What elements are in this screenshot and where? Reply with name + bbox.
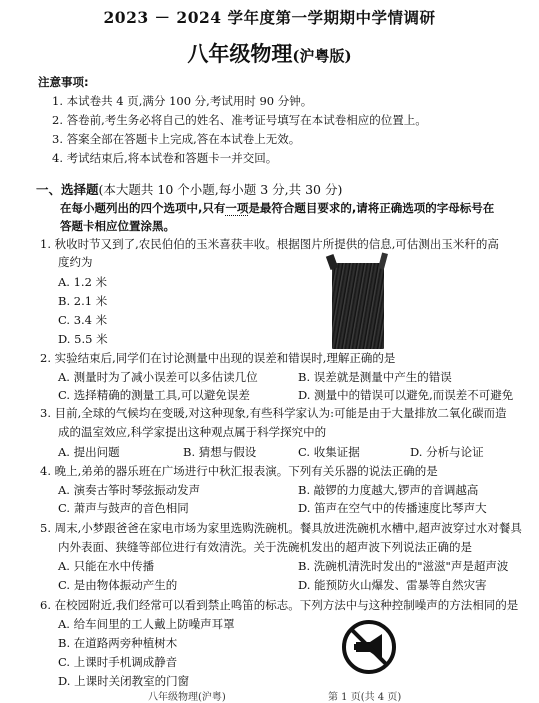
question-5-option-b: B. 洗碗机清洗时发出的"滋滋"声是超声波 (298, 559, 509, 573)
question-2-option-c: C. 选择精确的测量工具,可以避免误差 (58, 388, 250, 402)
section-instructions: 在每小题列出的四个选项中,只有一项是最符合题目要求的,请将正确选项的字母标号在 (60, 201, 495, 215)
question-4-option-a: A. 演奏古筝时琴弦振动发声 (58, 483, 201, 497)
question-3-option-d: D. 分析与论证 (410, 445, 484, 459)
question-4-stem: 4. 晚上,弟弟的器乐班在广场进行中秋汇报表演。下列有关乐器的说法正确的是 (40, 464, 438, 478)
note-item: 4. 考试结束后,将本试卷和答题卡一并交回。 (52, 151, 278, 165)
edition-label: (沪粤版) (292, 47, 352, 65)
section-title: 一、选择题 (36, 182, 99, 197)
question-1-option-d: D. 5.5 米 (58, 332, 108, 346)
question-6-option-c: C. 上课时手机调成静音 (58, 655, 178, 669)
question-1-stem-cont: 度约为 (58, 255, 93, 269)
question-3-option-a: A. 提出问题 (58, 445, 120, 459)
question-3-option-c: C. 收集证据 (298, 445, 360, 459)
question-6-option-b: B. 在道路两旁种植树木 (58, 636, 178, 650)
emphasis-text: 一项 (225, 201, 249, 215)
question-5-option-c: C. 是由物体振动产生的 (58, 578, 178, 592)
no-honking-sign-icon (340, 618, 398, 676)
note-item: 1. 本试卷共 4 页,满分 100 分,考试用时 90 分钟。 (52, 94, 313, 108)
corn-field-photo (332, 263, 384, 349)
exam-title: 2023 － 2024 学年度第一学期期中学情调研 (103, 8, 436, 27)
question-4-option-c: C. 萧声与鼓声的音色相同 (58, 501, 189, 515)
question-3-stem-cont: 成的温室效应,科学家提出这种观点属于科学探究中的 (58, 425, 327, 439)
section-instructions-line2: 答题卡相应位置涂黑。 (60, 219, 175, 233)
question-2-option-d: D. 测量中的错误可以避免,而误差不可避免 (298, 388, 514, 402)
question-1-stem: 1. 秋收时节又到了,农民伯伯的玉米喜获丰收。根据图片所提供的信息,可估测出玉米秆的高 (40, 237, 499, 251)
question-4-option-b: B. 敲锣的力度越大,锣声的音调越高 (298, 483, 479, 497)
notes-heading: 注意事项: (38, 75, 89, 89)
question-1-option-c: C. 3.4 米 (58, 313, 108, 327)
question-4-option-d: D. 笛声在空气中的传播速度比琴声大 (298, 501, 487, 515)
question-2-option-a: A. 测量时为了减小误差可以多估读几位 (58, 370, 258, 384)
question-3-stem: 3. 目前,全球的气候均在变暖,对这种现象,有些科学家认为:可能是由于大量排放二氧化碳而造 (40, 406, 507, 420)
question-1-option-b: B. 2.1 米 (58, 294, 108, 308)
question-3-option-b: B. 猜想与假设 (183, 445, 257, 459)
section-heading (36, 180, 342, 198)
question-6-option-a: A. 给车间里的工人戴上防噪声耳罩 (58, 617, 235, 631)
question-2-option-b: B. 误差就是测量中产生的错误 (298, 370, 452, 384)
question-1-option-a: A. 1.2 米 (58, 275, 108, 289)
footer-page-number: 第 1 页(共 4 页) (328, 692, 402, 703)
subject-name: 八年级物理 (187, 41, 293, 66)
question-5-stem-cont: 内外表面、狭缝等部位进行有效清洗。关于洗碗机发出的超声波下列说法正确的是 (58, 540, 472, 554)
question-2-stem: 2. 实验结束后,同学们在讨论测量中出现的误差和错误时,理解正确的是 (40, 351, 396, 365)
question-5-option-a: A. 只能在水中传播 (58, 559, 155, 573)
note-item: 3. 答案全部在答题卡上完成,答在本试卷上无效。 (52, 132, 301, 146)
footer-subject: 八年级物理(沪粤) (148, 692, 226, 703)
note-item: 2. 答卷前,考生务必将自己的姓名、准考证号填写在本试卷相应的位置上。 (52, 113, 427, 127)
subject-title (0, 38, 539, 68)
question-5-stem: 5. 周末,小梦跟爸爸在家电市场为家里选购洗碗机。餐具放进洗碗机水槽中,超声波穿过水对餐具 (40, 521, 522, 535)
question-5-option-d: D. 能预防火山爆发、雷暴等自然灾害 (298, 578, 487, 592)
section-meta: (本大题共 10 个小题,每小题 3 分,共 30 分) (98, 182, 343, 197)
question-6-option-d: D. 上课时关闭教室的门窗 (58, 674, 190, 688)
question-6-stem: 6. 在校园附近,我们经常可以看到禁止鸣笛的标志。下列方法中与这种控制噪声的方法相同的是 (40, 598, 519, 612)
